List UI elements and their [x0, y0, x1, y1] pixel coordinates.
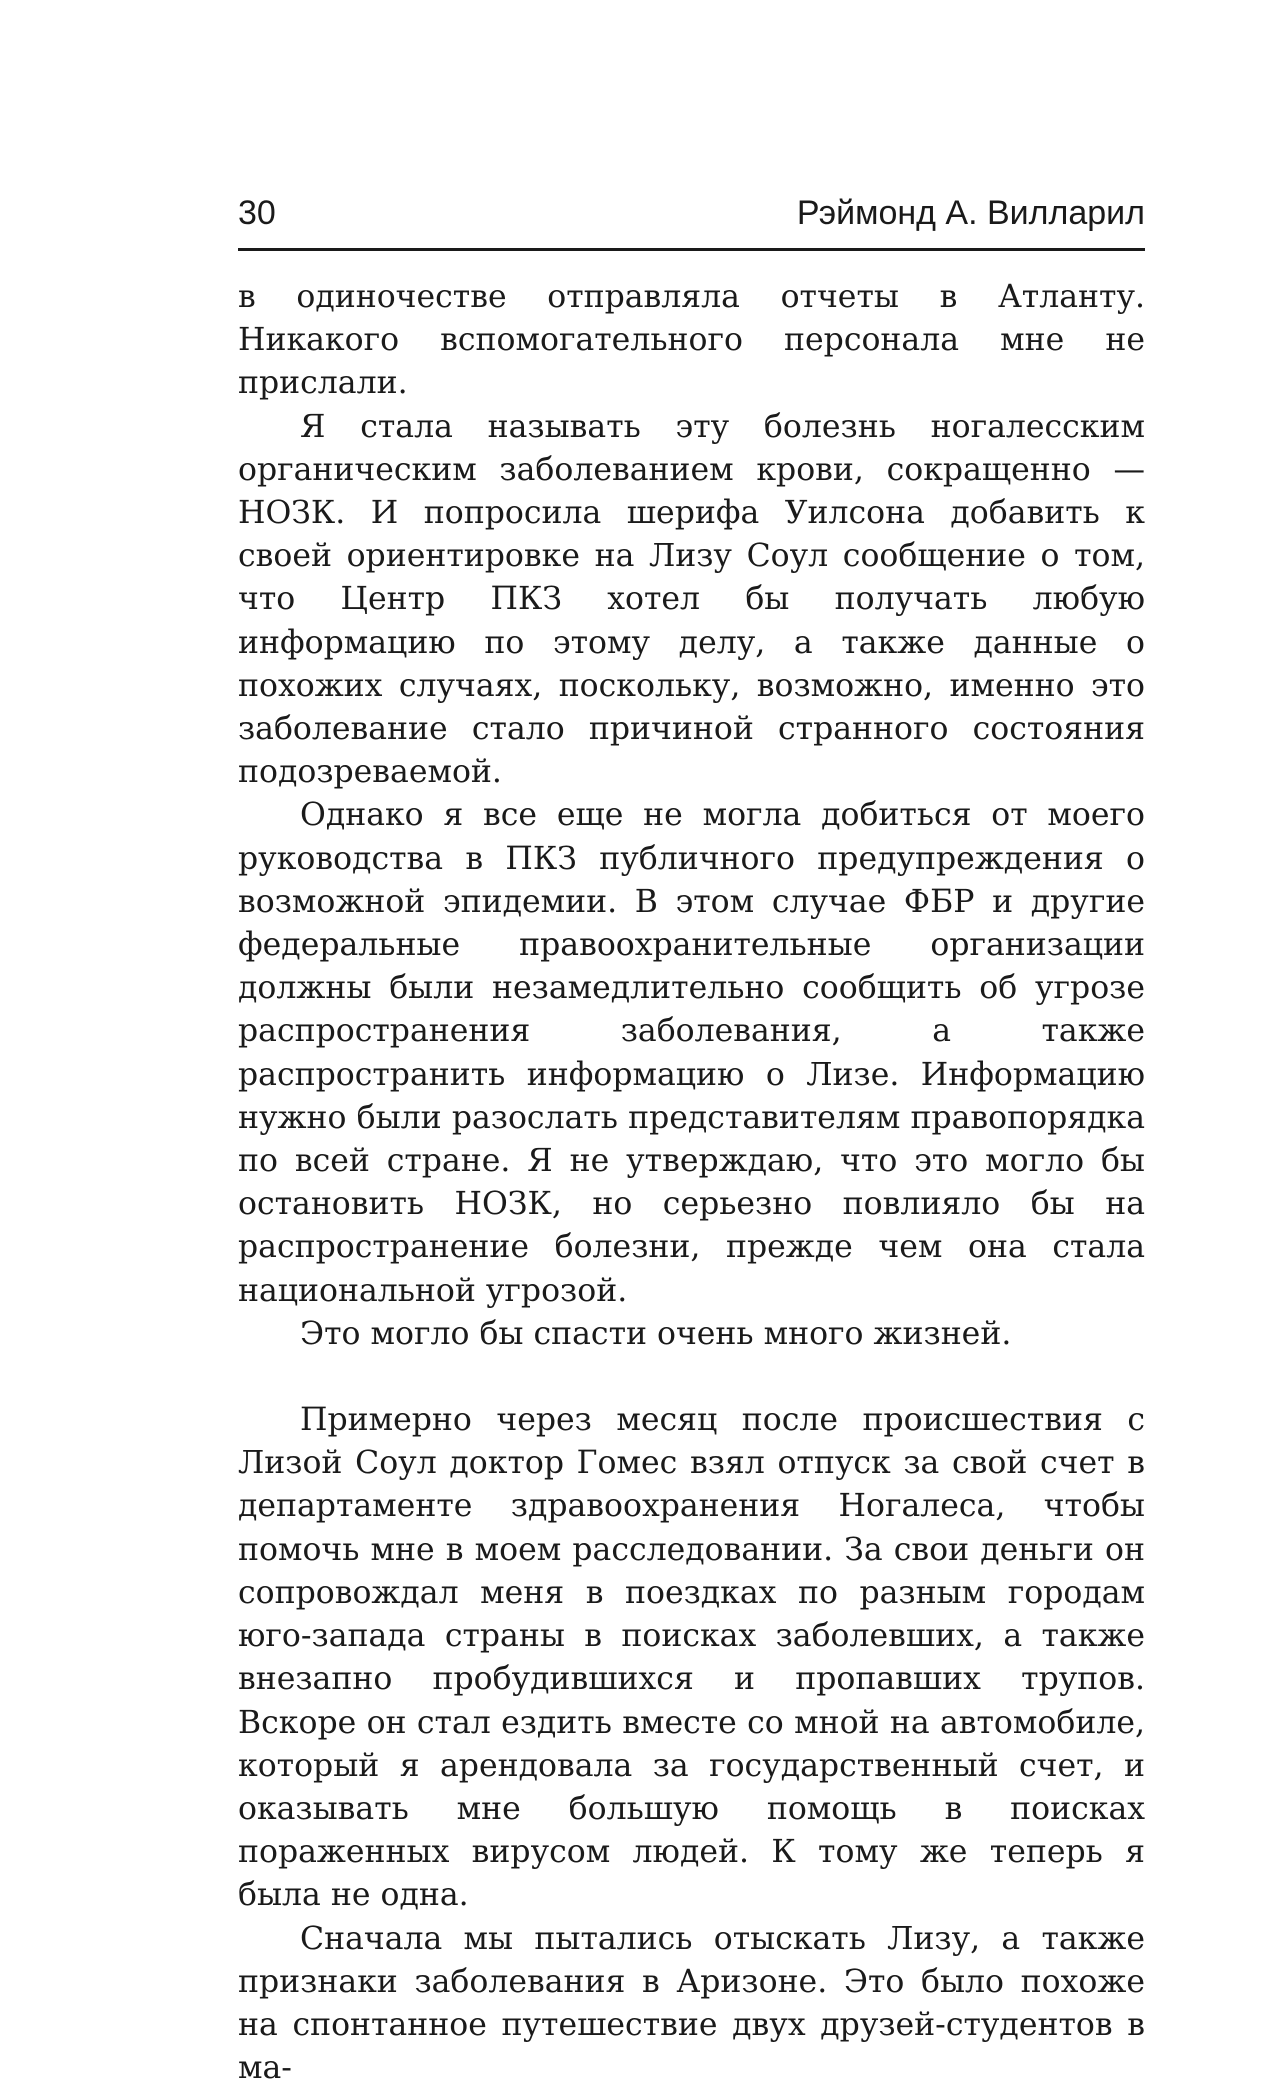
paragraph-6: Сначала мы пытались отыскать Лизу, а также признаки заболевания в Аризоне. Это было похоже на спонтанное путешествие двух друзей-студентов в ма- — [238, 1920, 1145, 2087]
paragraph-2: Я стала называть эту болезнь ногалесским органическим заболеванием крови, сокращенно — НОЗК. И попросила шерифа Уилсона добавить к своей ориентировке на Лизу Соул сообщение о том, что Центр ПКЗ хотел бы получать любую информацию по этому делу, а также данные о похожих случаях, поскольку, возможно, именно это заболевание стало причиной странного состояния подозреваемой. — [238, 408, 1145, 791]
paragraph-1: в одиночестве отправляла отчеты в Атланту. Никакого вспомогательного персонала мне не прислали. — [238, 279, 1145, 402]
paragraph-5: Примерно через месяц после происшествия с Лизой Соул доктор Гомес взял отпуск за свой счет в департаменте здравоохранения Ногалеса, чтобы помочь мне в моем расследовании. За свои деньги он сопровождал меня в поездках по разным городам юго-запада страны в поисках заболевших, а также внезапно пробудившихся и пропавших трупов. Вскоре он стал ездить вместе со мной на автомобиле, который я арендовала за государственный счет, и оказывать мне большую помощь в поисках пораженных вирусом людей. К тому же теперь я была не одна. — [238, 1402, 1145, 1914]
running-head: Рэймонд А. Вилларил — [796, 194, 1145, 232]
body-text — [238, 276, 1145, 2090]
section-break — [238, 1356, 1145, 1399]
paragraph-3: Однако я все еще не могла добиться от моего руководства в ПКЗ публичного предупреждения о возможной эпидемии. В этом случае ФБР и другие федеральные правоохранительные организации должны были незамедлительно сообщить об угрозе распространения заболевания, а также распространить информацию о Лизе. Информацию нужно были разослать представителям правопорядка по всей стране. Я не утверждаю, что это могло бы остановить НОЗК, но серьезно повлияло бы на распространение болезни, прежде чем она стала национальной угрозой. — [238, 797, 1145, 1309]
page-number: 30 — [238, 194, 276, 232]
paragraph-4: Это могло бы спасти очень много жизней. — [300, 1315, 1012, 1352]
page-header — [238, 188, 1145, 251]
